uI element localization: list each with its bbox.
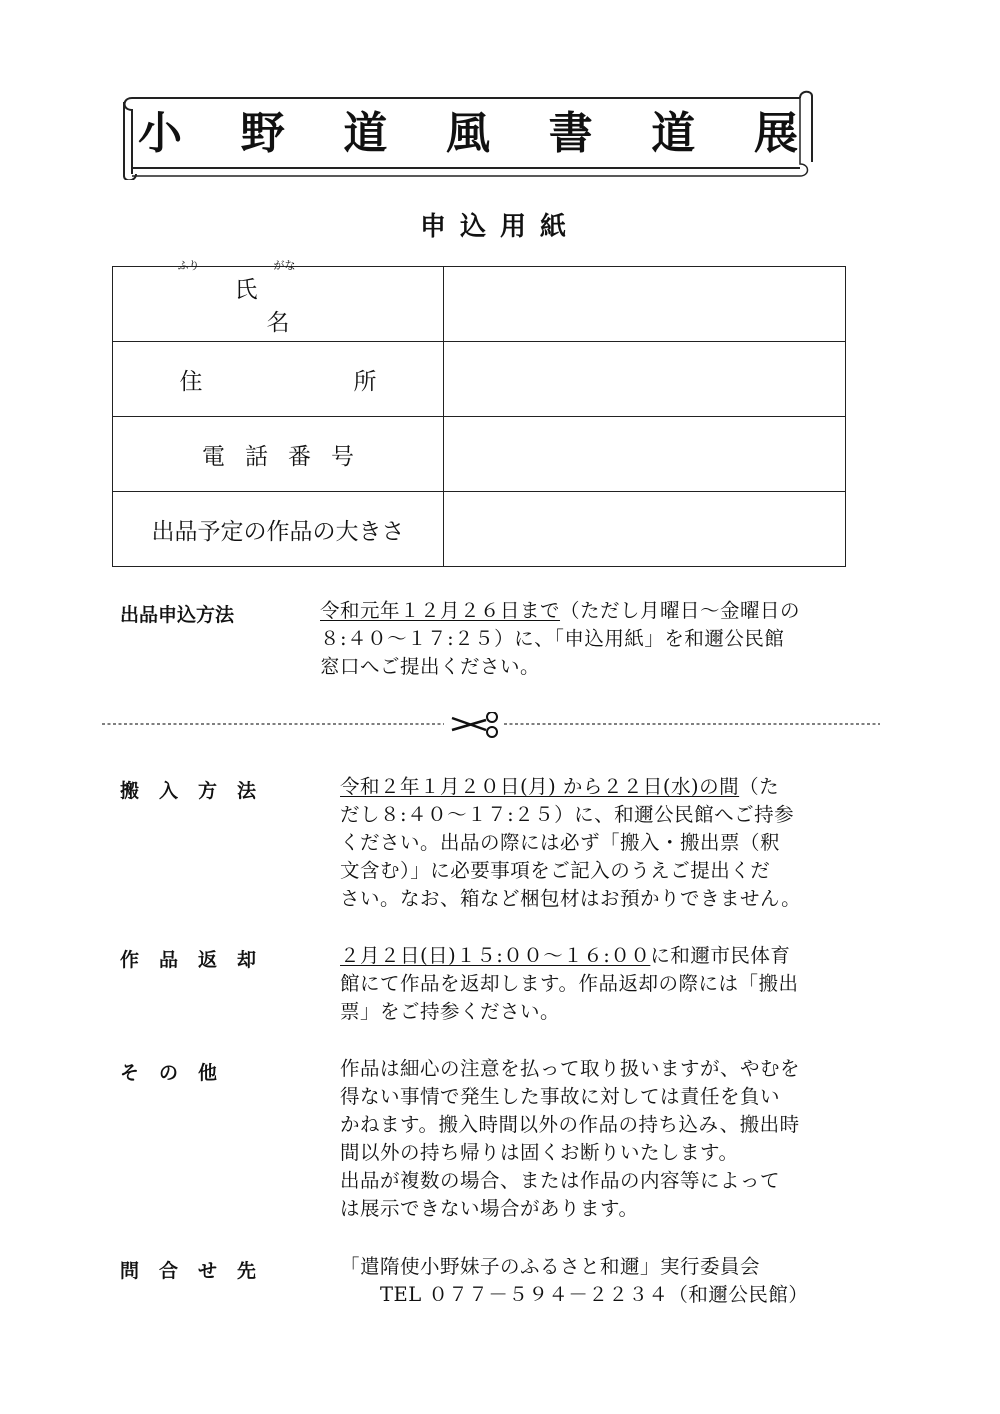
title-char: 道: [651, 108, 696, 159]
contact-org: 「遣隋使小野妹子のふるさと和邇」実行委員会: [340, 1255, 761, 1278]
table-row: [113, 417, 846, 492]
address-label-cell: [113, 342, 444, 417]
contact-text: [340, 1253, 880, 1309]
title-char: 風: [445, 108, 490, 159]
table-row: [113, 342, 846, 417]
application-method-label: 出品申込方法: [120, 604, 235, 626]
title-char: 書: [548, 108, 593, 159]
address-field[interactable]: [444, 342, 846, 417]
delivery-method-label: 搬入方法: [120, 780, 277, 802]
table-row: [113, 492, 846, 567]
deadline: 令和元年１２月２６日まで: [320, 599, 561, 622]
return-text: ２月２日(日)１５:００～１６:００に和邇市民体育 館にて作品を返却します。作品返却の際には「搬出 票」をご持参ください。: [340, 944, 799, 1023]
title-char: 道: [343, 108, 388, 159]
delivery-method-text: 令和２年１月２０日(月) から２２日(水)の間（た だし８:４０～１７:２５）に、和邇公民館へご持参 ください。出品の際には必ず「搬入・搬出票（釈 文含む）」に必要事項をご記入のうえご提出くだ さい。なお、箱など梱包材はお預かりできません。: [340, 775, 802, 910]
address-label: 住 所: [179, 368, 441, 395]
scroll-banner: [118, 88, 814, 180]
furigana-label: がな: [273, 259, 296, 272]
form-subtitle: 申込用紙: [419, 212, 580, 242]
name-label: ふり がな 氏 名: [177, 259, 409, 336]
size-label: 出品予定の作品の大きさ: [151, 518, 405, 545]
size-label-cell: [113, 492, 444, 567]
contact-tel: TEL ０７７－５９４－２２３４（和邇公民館）: [380, 1283, 809, 1306]
delivery-period: 令和２年１月２０日(月) から２２日(水)の間: [340, 775, 740, 798]
name-field[interactable]: [444, 267, 846, 342]
name-label-cell: [113, 259, 444, 342]
other-label: その他: [120, 1062, 238, 1084]
title-char: 小: [138, 108, 182, 159]
title-char: 展: [753, 108, 798, 159]
phone-label: 電話番号: [202, 443, 374, 470]
furigana-label: ふり: [177, 259, 200, 272]
artwork-size-field[interactable]: [444, 492, 846, 567]
table-row: [113, 267, 846, 342]
cut-line: [102, 712, 880, 742]
other-text: 作品は細心の注意を払って取り扱いますが、やむを 得ない事情で発生した事故に対しては責任を負い かねます。搬入時間以外の作品の持ち込み、搬出時 間以外の持ち帰りは固くお断りいたします。 出品が複数の場合、または作品の内容等によって は展示できない場合があります。: [340, 1057, 801, 1220]
title-char: 野: [240, 108, 285, 159]
return-time: ２月２日(日)１５:００～１６:００: [340, 944, 651, 967]
phone-label-cell: [113, 417, 444, 492]
scissors-icon: [452, 712, 497, 737]
application-method-text: 令和元年１２月２６日まで（ただし月曜日～金曜日の ８:４０～１７:２５）に、「申込用紙」を和邇公民館 窓口へご提出ください。: [320, 599, 801, 678]
application-form-table: [112, 259, 846, 567]
contact-label: 問合せ先: [120, 1260, 277, 1282]
phone-field[interactable]: [444, 417, 846, 492]
return-label: 作品返却: [120, 949, 277, 971]
